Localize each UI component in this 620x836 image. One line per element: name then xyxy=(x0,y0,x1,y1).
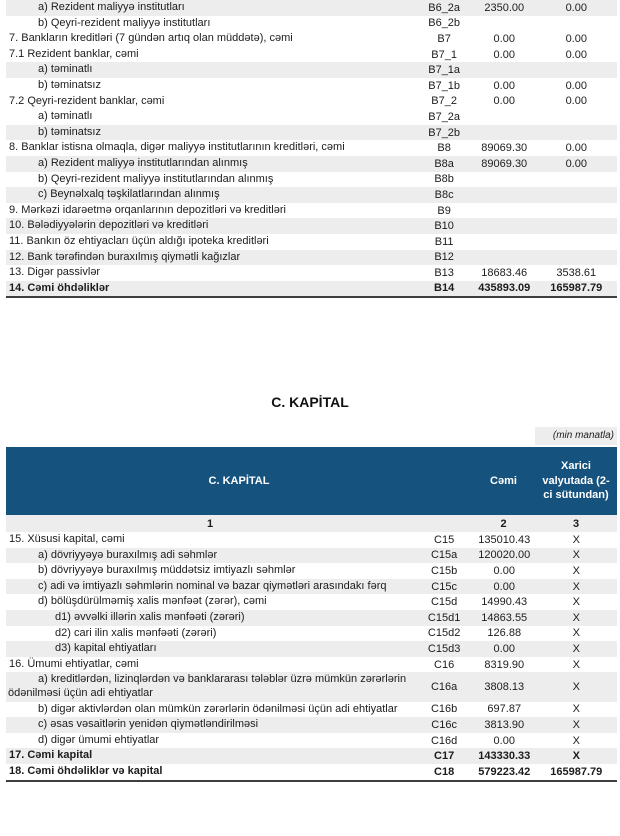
table-row xyxy=(6,250,617,266)
row-code: C15a xyxy=(430,549,458,562)
table-row xyxy=(6,610,617,626)
row-label: 7. Bankların kreditləri (7 gündən artıq olan müddətə), cəmi xyxy=(9,32,293,45)
liabilities-table xyxy=(6,0,617,298)
table-row xyxy=(6,563,617,579)
row-label: a) təminatlı xyxy=(38,110,93,123)
table-row xyxy=(6,265,617,281)
row-value-foreign: 0.00 xyxy=(565,142,587,155)
row-code: C16 xyxy=(434,658,455,671)
table-row xyxy=(6,140,617,156)
row-label: 8. Banklar istisna olmaqla, digər maliyyə institutlarının kreditləri, cəmi xyxy=(9,141,345,154)
row-code: C15 xyxy=(434,533,455,546)
row-code: B8a xyxy=(434,157,454,170)
row-code: B6_2b xyxy=(428,17,461,30)
table-row xyxy=(6,94,617,110)
row-value-total: 0.00 xyxy=(493,564,515,577)
row-label: 9. Mərkəzi idarəetmə orqanlarının depozitləri və kreditləri xyxy=(9,203,286,216)
capital-table xyxy=(6,532,617,782)
table-row xyxy=(6,203,617,219)
row-value-foreign: X xyxy=(572,533,580,546)
row-value-foreign: X xyxy=(572,718,580,731)
row-value-foreign: X xyxy=(572,611,580,624)
row-code: C15c xyxy=(431,580,457,593)
row-value-total: 18683.46 xyxy=(481,266,528,279)
table-row xyxy=(6,16,617,32)
row-label: b) təminatsız xyxy=(38,78,101,91)
row-code: B8c xyxy=(434,188,454,201)
table-row xyxy=(6,594,617,610)
row-label: 7.2 Qeyri-rezident banklar, cəmi xyxy=(9,94,165,107)
row-label: 16. Ümumi ehtiyatlar, cəmi xyxy=(9,657,139,670)
table-row xyxy=(6,156,617,172)
row-code: B8b xyxy=(434,173,454,186)
row-code: C15d2 xyxy=(427,627,461,640)
table-row xyxy=(6,187,617,203)
header-col-total: Cəmi xyxy=(490,475,517,487)
row-value-foreign: X xyxy=(572,564,580,577)
row-label: 7.1 Rezident banklar, cəmi xyxy=(9,47,139,60)
table-row xyxy=(6,657,617,673)
row-value-foreign: 0.00 xyxy=(565,95,587,108)
row-label: b) Qeyri-rezident maliyyə institutlarından alınmış xyxy=(38,172,274,185)
row-code: C16a xyxy=(430,680,458,693)
table-row xyxy=(6,218,617,234)
row-code: C15b xyxy=(430,564,458,577)
row-label: b) Qeyri-rezident maliyyə institutları xyxy=(38,16,211,29)
row-value-total: 14990.43 xyxy=(481,596,528,609)
row-value-total: 3813.90 xyxy=(484,718,525,731)
table-row xyxy=(6,109,617,125)
column-number-3: 3 xyxy=(572,517,580,530)
row-label: d) digər ümumi ehtiyatlar xyxy=(38,733,160,746)
row-code: B7_2 xyxy=(431,95,457,108)
row-value-foreign: 0.00 xyxy=(565,1,587,14)
unit-note: (min manatla) xyxy=(535,427,617,445)
row-value-total: 0.00 xyxy=(493,79,515,92)
table-row xyxy=(6,31,617,47)
row-label: d) bölüşdürülməmiş xalis mənfəət (zərər), cəmi xyxy=(38,595,267,608)
row-value-total: 0.00 xyxy=(493,734,515,747)
row-code: C15d3 xyxy=(427,642,461,655)
row-code: B7_1b xyxy=(428,79,461,92)
table-row xyxy=(6,125,617,141)
row-value-foreign: X xyxy=(572,703,580,716)
table-row xyxy=(6,748,617,764)
row-label: 17. Cəmi kapital xyxy=(9,749,93,762)
row-label: 14. Cəmi öhdəliklər xyxy=(9,281,110,294)
table-row xyxy=(6,641,617,657)
row-code: B8 xyxy=(437,142,451,155)
column-numbers-row xyxy=(6,515,617,532)
table-row xyxy=(6,281,617,299)
row-value-total: 3808.13 xyxy=(484,680,525,693)
row-value-total: 0.00 xyxy=(493,580,515,593)
row-label: a) dövriyyəyə buraxılmış adi səhmlər xyxy=(38,548,218,561)
row-code: B7_2b xyxy=(428,126,461,139)
row-value-foreign: X xyxy=(572,750,580,763)
header-col-foreign-currency: Xarici valyutada (2-ci sütundan) xyxy=(542,460,610,502)
row-value-foreign: X xyxy=(572,627,580,640)
row-label: 12. Bank tərəfindən buraxılmış qiymətli kağızlar xyxy=(9,250,241,263)
row-code: C16c xyxy=(431,718,457,731)
row-code: C18 xyxy=(434,765,455,778)
row-code: C16b xyxy=(430,703,458,716)
row-value-foreign: 0.00 xyxy=(565,48,587,61)
row-code: B14 xyxy=(434,282,455,295)
row-label: 10. Bələdiyyələrin depozitləri və kreditləri xyxy=(9,219,209,232)
row-label: b) dövriyyəyə buraxılmış müddətsiz imtiyazlı səhmlər xyxy=(38,564,296,577)
row-code: C15d xyxy=(430,596,458,609)
row-value-total: 0.00 xyxy=(493,32,515,45)
table-row xyxy=(6,733,617,749)
row-value-total: 120020.00 xyxy=(478,549,531,562)
table-row xyxy=(6,62,617,78)
row-code: B9 xyxy=(437,204,451,217)
row-value-foreign: 165987.79 xyxy=(550,282,603,295)
row-code: B7_1 xyxy=(431,48,457,61)
row-value-total: 435893.09 xyxy=(478,282,531,295)
row-label: a) Rezident maliyyə institutlarından alınmış xyxy=(38,156,248,169)
row-value-total: 0.00 xyxy=(493,95,515,108)
table-row xyxy=(6,626,617,642)
row-value-foreign: X xyxy=(572,658,580,671)
table-row xyxy=(6,579,617,595)
row-label: a) təminatlı xyxy=(38,63,93,76)
row-label: c) adi və imtiyazlı səhmlərin nominal və bazar qiymətləri arasındakı fərq xyxy=(38,579,387,592)
header-col-title: C. KAPİTAL xyxy=(208,475,270,487)
table-row xyxy=(6,548,617,564)
row-value-total: 14863.55 xyxy=(481,611,528,624)
row-value-total: 2350.00 xyxy=(484,1,525,14)
row-value-foreign: X xyxy=(572,580,580,593)
row-code: C15d1 xyxy=(427,611,461,624)
row-code: B7_2a xyxy=(428,110,461,123)
row-label: c) əsas vəsaitlərin yenidən qiymətləndirilməsi xyxy=(38,718,259,731)
row-label: a) kreditlərdən, lizinqlərdən və banklararası tələblər üzrə mümkün zərərlərin ödənilməsi üçün adi ehtiyatlar xyxy=(8,673,407,699)
row-value-total: 89069.30 xyxy=(481,157,528,170)
table-row xyxy=(6,78,617,94)
row-code: B13 xyxy=(434,266,454,279)
column-number-2: 2 xyxy=(500,517,507,530)
row-value-foreign: X xyxy=(572,734,580,747)
row-value-foreign: X xyxy=(572,642,580,655)
row-value-foreign: 0.00 xyxy=(565,32,587,45)
column-number-1: 1 xyxy=(206,517,214,530)
table-row xyxy=(6,717,617,733)
table-row xyxy=(6,0,617,16)
row-value-total: 697.87 xyxy=(487,703,522,716)
row-value-foreign: X xyxy=(572,680,580,693)
row-label: c) Beynəlxalq təşkilatlarından alınmış xyxy=(38,188,220,201)
row-value-total: 89069.30 xyxy=(481,142,528,155)
row-code: B11 xyxy=(434,235,454,248)
row-value-foreign: 165987.79 xyxy=(550,765,603,778)
table-row xyxy=(6,234,617,250)
row-label: d3) kapital ehtiyatları xyxy=(55,642,157,655)
row-code: C17 xyxy=(434,750,455,763)
row-value-foreign: X xyxy=(572,549,580,562)
row-value-foreign: X xyxy=(572,596,580,609)
row-label: 13. Digər passivlər xyxy=(9,266,101,279)
row-code: B7 xyxy=(437,32,451,45)
table-row xyxy=(6,764,617,782)
table-row xyxy=(6,702,617,718)
table-row xyxy=(6,172,617,188)
row-label: b) təminatsız xyxy=(38,125,101,138)
row-value-foreign: 3538.61 xyxy=(556,266,597,279)
row-value-total: 135010.43 xyxy=(478,533,531,546)
row-value-total: 126.88 xyxy=(487,627,522,640)
row-label: 11. Bankın öz ehtiyacları üçün aldığı ipoteka kreditləri xyxy=(9,234,269,247)
table-row xyxy=(6,672,617,701)
row-code: B7_1a xyxy=(428,64,461,77)
row-label: 18. Cəmi öhdəliklər və kapital xyxy=(9,764,163,777)
table-row xyxy=(6,47,617,63)
row-value-foreign: 0.00 xyxy=(565,79,587,92)
row-label: a) Rezident maliyyə institutları xyxy=(38,1,185,13)
row-value-total: 579223.42 xyxy=(478,765,531,778)
row-value-total: 0.00 xyxy=(493,48,515,61)
row-label: d2) cari ilin xalis mənfəəti (zərəri) xyxy=(55,626,217,639)
capital-section-heading: C. KAPİTAL xyxy=(271,394,349,410)
row-value-total: 8319.90 xyxy=(484,658,525,671)
row-label: d1) əvvəlki illərin xalis mənfəəti (zərəri) xyxy=(55,610,245,623)
row-value-total: 143330.33 xyxy=(478,750,531,763)
row-label: 15. Xüsusi kapital, cəmi xyxy=(9,533,125,545)
table-row xyxy=(6,532,617,548)
row-value-total: 0.00 xyxy=(493,642,515,655)
row-code: B10 xyxy=(434,220,454,233)
row-value-foreign: 0.00 xyxy=(565,157,587,170)
row-code: B12 xyxy=(434,251,454,264)
row-label: b) digər aktivlərdən olan mümkün zərərlərin ödənilməsi üçün adi ehtiyatlar xyxy=(38,702,398,715)
row-code: B6_2a xyxy=(428,1,461,14)
row-code: C16d xyxy=(430,734,458,747)
capital-table-header xyxy=(6,447,617,515)
